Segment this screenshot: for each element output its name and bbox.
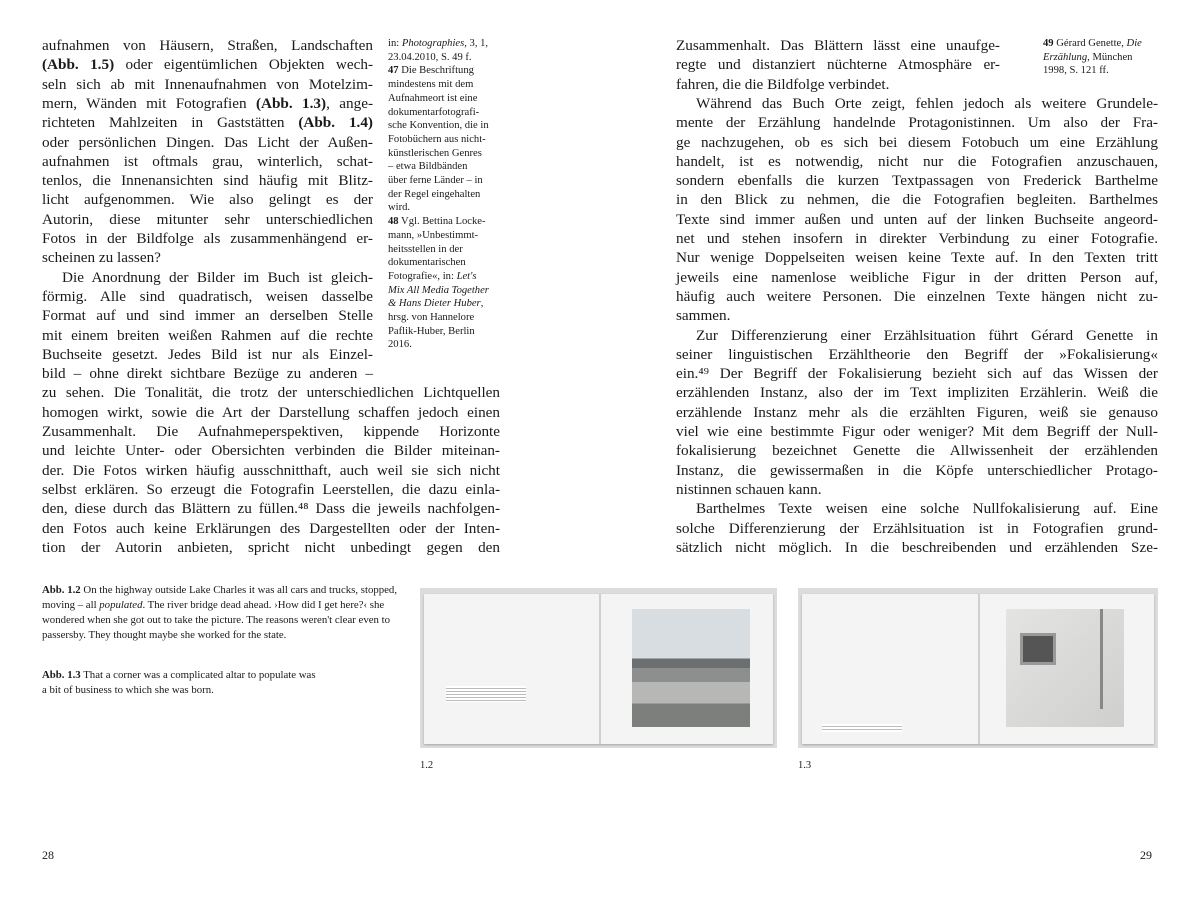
footnote-segment: Fotobüchern aus nicht- [388, 133, 486, 145]
footnote-segment: , München [1087, 51, 1133, 63]
text-line [676, 326, 1158, 345]
text-line [676, 461, 1158, 480]
text-segment: häufig auch weitere Personen. Die einzelnen Texte hängen nicht zu- [676, 287, 1158, 305]
figure-1-3-image [798, 588, 1158, 748]
footnote-segment: dokumentarischen [388, 257, 466, 269]
footnote-segment: 47 [388, 65, 399, 77]
footnote-line [388, 78, 506, 92]
text-segment: Autorin, diese mitunter sehr unterschiedlichen [42, 210, 373, 228]
footnote-segment: in: [388, 38, 402, 49]
text-segment: förmig. Alle sind quadratisch, weisen dasselbe [42, 287, 373, 305]
text-line [676, 36, 1000, 55]
text-segment: tion der Autorin anbieten, spricht nicht unbedingt gegen den [42, 538, 500, 556]
footnote-segment: wird. [388, 202, 411, 214]
text-line [676, 55, 1000, 74]
footnote-segment: Die [1126, 38, 1142, 49]
text-line [676, 364, 1158, 383]
text-segment: jeweils eine namenlose weibliche Figur in der dritten Person auf, [676, 268, 1158, 286]
text-segment: Die Anordnung der Bilder im Buch ist gleich- [62, 268, 373, 286]
text-segment: Instanz, die gewissermaßen in die Köpfe unterschiedlicher Protago- [676, 461, 1158, 479]
caption-text: . The river bridge dead ahead. ›How did I get here?‹ she wondered when she got out to take the picture. The reasons weren't clear even to passersby. They thought maybe she worked for the state. [42, 599, 391, 641]
footnote-line [388, 64, 506, 78]
text-segment: Zusammenhalt. Das Blättern lässt eine unaufge- [676, 37, 1000, 54]
text-line [42, 190, 373, 209]
text-line [42, 113, 373, 132]
footnote-segment: – etwa Bildbänden [388, 161, 468, 173]
footnote-line [388, 201, 506, 215]
text-line [42, 538, 500, 557]
footnote-line [388, 229, 506, 243]
text-line [42, 499, 500, 518]
text-line [42, 403, 500, 422]
text-segment: solche Differenzierung der Erzählsituation ist in Fotografien grund- [676, 519, 1158, 537]
text-line [42, 36, 373, 55]
text-line [42, 248, 373, 267]
text-segment: licht aufgenommen. Wie also gelingt es der [42, 191, 373, 209]
page-number-left: 28 [42, 848, 54, 862]
text-line [42, 152, 373, 171]
footnote-line [388, 160, 506, 174]
text-segment: net und stehen insofern in direkter Verbindung zu einer Fotografie. [676, 230, 1158, 247]
footnote-line [388, 119, 506, 133]
text-segment: Fotos in der Bildfolge als zusammenhängend er- [42, 230, 373, 247]
text-segment: erzählende Instanz mehr als die erzählten Figuren, weiß sie genauso [676, 403, 1158, 421]
figure-caption [42, 583, 402, 643]
footnote-segment: künstlerischen Genres [388, 147, 482, 159]
text-segment: oder persönlichen Dingen. Das Licht der Außen- [42, 133, 373, 151]
text-segment: ge nachzugehen, ob es sich bei diesem Fotobuch um eine Erzählung [676, 133, 1158, 151]
footnote-segment: Erzählung [1043, 51, 1088, 63]
text-segment: zu sehen. Die Tonalität, die trotz der unterschiedlichen Lichtquellen [42, 384, 500, 402]
footnote-segment: Aufnahmeort ist eine [388, 92, 478, 104]
text-line [676, 287, 1158, 306]
text-segment: aufnahmen ist oftmals grau, winterlich, schat- [42, 152, 373, 170]
footnote-segment: über ferne Länder – in [388, 175, 483, 187]
footnote-line [388, 284, 506, 298]
text-line [676, 113, 1158, 132]
text-line [42, 287, 373, 306]
text-line [676, 268, 1158, 287]
text-line [676, 248, 1158, 267]
text-segment: Texte sind immer außen und unten auf der linken Buchseite angeord- [676, 210, 1158, 228]
figure-reference: (Abb. 1.4) [298, 114, 373, 132]
footnote-segment: mann, »Unbestimmt- [388, 229, 479, 241]
footnote-segment: Photographies [401, 38, 465, 49]
text-segment: handelt, ist es notwendig, nicht nur die Fotografien anzuschauen, [676, 152, 1158, 170]
caption-emphasis: populated [99, 599, 143, 611]
footnote-segment: Vgl. Bettina Locke- [398, 216, 486, 228]
text-line [42, 326, 373, 345]
footnote-segment: Paflik-Huber, Berlin [388, 325, 475, 337]
text-segment: den, diese durch das Blättern zu füllen.⁴⁸ Dass die jeweils nachfolgen- [42, 500, 500, 518]
figure-label: 1.3 [798, 760, 812, 771]
footnote-segment: Fotografie«, in: [388, 270, 457, 282]
footnote-segment: Gérard Genette, [1053, 38, 1127, 49]
text-line [676, 538, 1158, 557]
text-segment: Zusammenhalt. Die Aufnahmeperspektiven, kippende Horizonte [42, 423, 500, 440]
footnote-line [388, 297, 506, 311]
footnote-line [388, 106, 506, 120]
footnote-segment: , [480, 298, 484, 310]
text-line [42, 480, 500, 499]
text-segment: Während das Buch Orte zeigt, fehlen jedoch als weitere Grundele- [696, 94, 1158, 112]
footnote-segment: & Hans Dieter Huber [388, 298, 481, 310]
text-segment: scheinen zu lassen? [42, 249, 161, 267]
footnote-line [388, 243, 506, 257]
text-segment: seiner linguistischen Erzähltheorie den Begriff der »Fokalisierung« [676, 345, 1158, 363]
left-footnotes [388, 37, 506, 352]
text-segment: , ange- [326, 94, 373, 112]
text-segment: bild – ohne direkt sichtbare Bezüge zu anderen – [42, 365, 373, 383]
text-segment: erzählenden Instanz, also der im Text impliziten Erzählerin. Weiß die [676, 384, 1158, 402]
footnote-segment: heitsstellen in der [388, 243, 463, 255]
footnote-line [388, 338, 506, 352]
text-segment: Zur Differenzierung einer Erzählsituation führt Gérard Genette in [696, 326, 1158, 344]
text-segment: in den Blick zu nehmen, die die Fotografien begleiten. Barthelmes [676, 191, 1158, 209]
text-line [42, 210, 373, 229]
footnote-segment: 49 [1043, 38, 1054, 49]
text-line [42, 519, 500, 538]
footnote-line [388, 256, 506, 270]
caption-text: On the highway outside Lake Charles it was all cars and trucks, stopped, moving – all [42, 584, 398, 611]
footnote-segment: hrsg. von Hannelore [388, 312, 475, 324]
text-segment: seln sich ab mit Innenaufnahmen von Motelzim- [42, 75, 373, 93]
text-line [676, 171, 1158, 190]
footnote-segment: sche Konvention, die in [388, 120, 489, 132]
figure-caption [42, 668, 322, 698]
footnote-line [1043, 37, 1168, 51]
text-segment: der. Die Fotos wirken häufig ausschnitthaft, auch weil sie sich nicht [42, 461, 500, 479]
text-segment: nistinnen schauen kann. [676, 480, 822, 498]
text-line [42, 55, 373, 74]
footnote-segment: 1998, S. 121 ff. [1043, 65, 1109, 77]
text-segment: homogen wirkt, sowie die Art der Darstellung schaffen jedoch einen [42, 403, 500, 421]
text-segment: oder eigentümlichen Objekten wech- [114, 56, 373, 74]
text-line [676, 190, 1158, 209]
text-line [676, 133, 1158, 152]
text-line [42, 441, 500, 460]
highway-photo [632, 609, 750, 727]
footnote-line [388, 133, 506, 147]
footnote-segment: der Regel eingehalten [388, 188, 481, 200]
footnote-segment: 23.04.2010, S. 49 f. [388, 51, 472, 63]
text-segment: fokalisierung bezeichnet Genette die Allwissenheit der erzählenden [676, 442, 1158, 460]
text-line [42, 229, 373, 248]
right-footnotes [1043, 37, 1168, 78]
footnote-segment: Let's [456, 270, 477, 282]
text-segment: ein.⁴⁹ Der Begriff der Fokalisierung bezieht sich auf das Wissen der [676, 365, 1158, 383]
text-line [676, 345, 1158, 364]
text-segment: Barthelmes Texte weisen eine solche Nullfokalisierung auf. Eine [696, 500, 1158, 518]
text-line [42, 268, 373, 287]
footnote-segment: , 3, 1, [464, 38, 489, 49]
footnote-line [388, 147, 506, 161]
footnote-line [388, 215, 506, 229]
text-line [42, 133, 373, 152]
text-line [42, 364, 373, 383]
caption-text: That a corner was a complicated altar to populate was a bit of business to which she was born. [42, 669, 316, 696]
text-segment: und leichte Unter- oder Obersichten verbinden die Bilder miteinan- [42, 442, 500, 460]
text-segment: aufnahmen von Häusern, Straßen, Landschaften [42, 37, 373, 54]
footnote-line [388, 270, 506, 284]
text-line [42, 461, 500, 480]
footnote-line [388, 311, 506, 325]
text-line [676, 480, 1158, 499]
text-line [42, 422, 500, 441]
text-line [676, 229, 1158, 248]
text-segment: viel wie eine bestimmte Figur oder weniger? Mit dem Begriff der Null- [676, 423, 1158, 440]
text-line [676, 152, 1158, 171]
footnote-line [1043, 51, 1168, 65]
text-segment: sondern ebenfalls die kurzen Textpassagen von Frederick Barthelme [676, 172, 1158, 190]
footnote-line [388, 325, 506, 339]
figure-1-2-image [420, 588, 777, 748]
footnote-line [388, 188, 506, 202]
text-line [676, 210, 1158, 229]
text-segment: den Fotos auch keine Erklärungen des Dargestellten oder der Inten- [42, 519, 500, 537]
text-line [42, 94, 373, 113]
footnote-segment: 2016. [388, 339, 412, 351]
footnote-line [388, 174, 506, 188]
footnote-line [388, 37, 506, 51]
text-segment: mente der Erzählung handelnde Protagonistinnen. Um also der Fra- [676, 114, 1158, 132]
figure-reference: (Abb. 1.5) [42, 56, 115, 74]
text-segment: Buchseite gesetzt. Jedes Bild ist nur als Einzel- [42, 345, 373, 363]
interior-photo [1006, 609, 1124, 727]
text-line [676, 422, 1158, 441]
text-segment: sätzlich nicht möglich. In die beschreibenden und erzählenden Sze- [676, 538, 1158, 556]
footnote-segment: Mix All Media Together [388, 284, 489, 296]
footnote-line [388, 51, 506, 65]
caption-label: Abb. 1.3 [42, 669, 81, 681]
text-segment: tenlos, die Innenansichten sind häufig mit Blitz- [42, 172, 373, 190]
caption-label: Abb. 1.2 [42, 584, 81, 596]
text-segment: fahren, die die Bildfolge verbindet. [676, 75, 890, 93]
text-line [42, 75, 373, 94]
text-line [676, 383, 1158, 402]
footnote-segment: mindestens mit dem [388, 79, 474, 91]
text-segment: Nur wenige Doppelseiten weisen keine Texte auf. In den Texten tritt [676, 249, 1158, 267]
text-line [42, 306, 373, 325]
footnote-segment: dokumentarfotografi- [388, 106, 480, 118]
footnote-segment: 48 [388, 216, 399, 228]
figure-reference: (Abb. 1.3) [255, 94, 327, 112]
figure-label: 1.2 [420, 760, 434, 771]
text-segment: Format auf und sind immer an derselben Stelle [42, 307, 373, 325]
text-segment: sammen. [676, 307, 731, 325]
footnote-line [1043, 64, 1168, 78]
text-segment: richteten Mahlzeiten in Gaststätten [42, 114, 299, 132]
text-line [676, 403, 1158, 422]
text-line [42, 171, 373, 190]
page-number-right: 29 [1140, 848, 1152, 862]
text-segment: mit einem breiten weißen Rahmen auf die rechte [42, 326, 373, 344]
text-segment: selbst erklären. So erzeugt die Fotografin Leerstellen, die dazu einla- [42, 480, 500, 498]
text-segment: regte und distanziert nüchterne Atmosphäre er- [676, 56, 1000, 74]
text-line [676, 441, 1158, 460]
footnote-segment: Die Beschriftung [398, 65, 474, 77]
text-line [676, 94, 1158, 113]
text-line [676, 499, 1158, 518]
footnote-line [388, 92, 506, 106]
text-line [676, 75, 1000, 94]
text-line [676, 519, 1158, 538]
text-line [42, 345, 373, 364]
text-line [42, 383, 500, 402]
text-line [676, 306, 1158, 325]
text-segment: mern, Wänden mit Fotografien [42, 94, 256, 112]
